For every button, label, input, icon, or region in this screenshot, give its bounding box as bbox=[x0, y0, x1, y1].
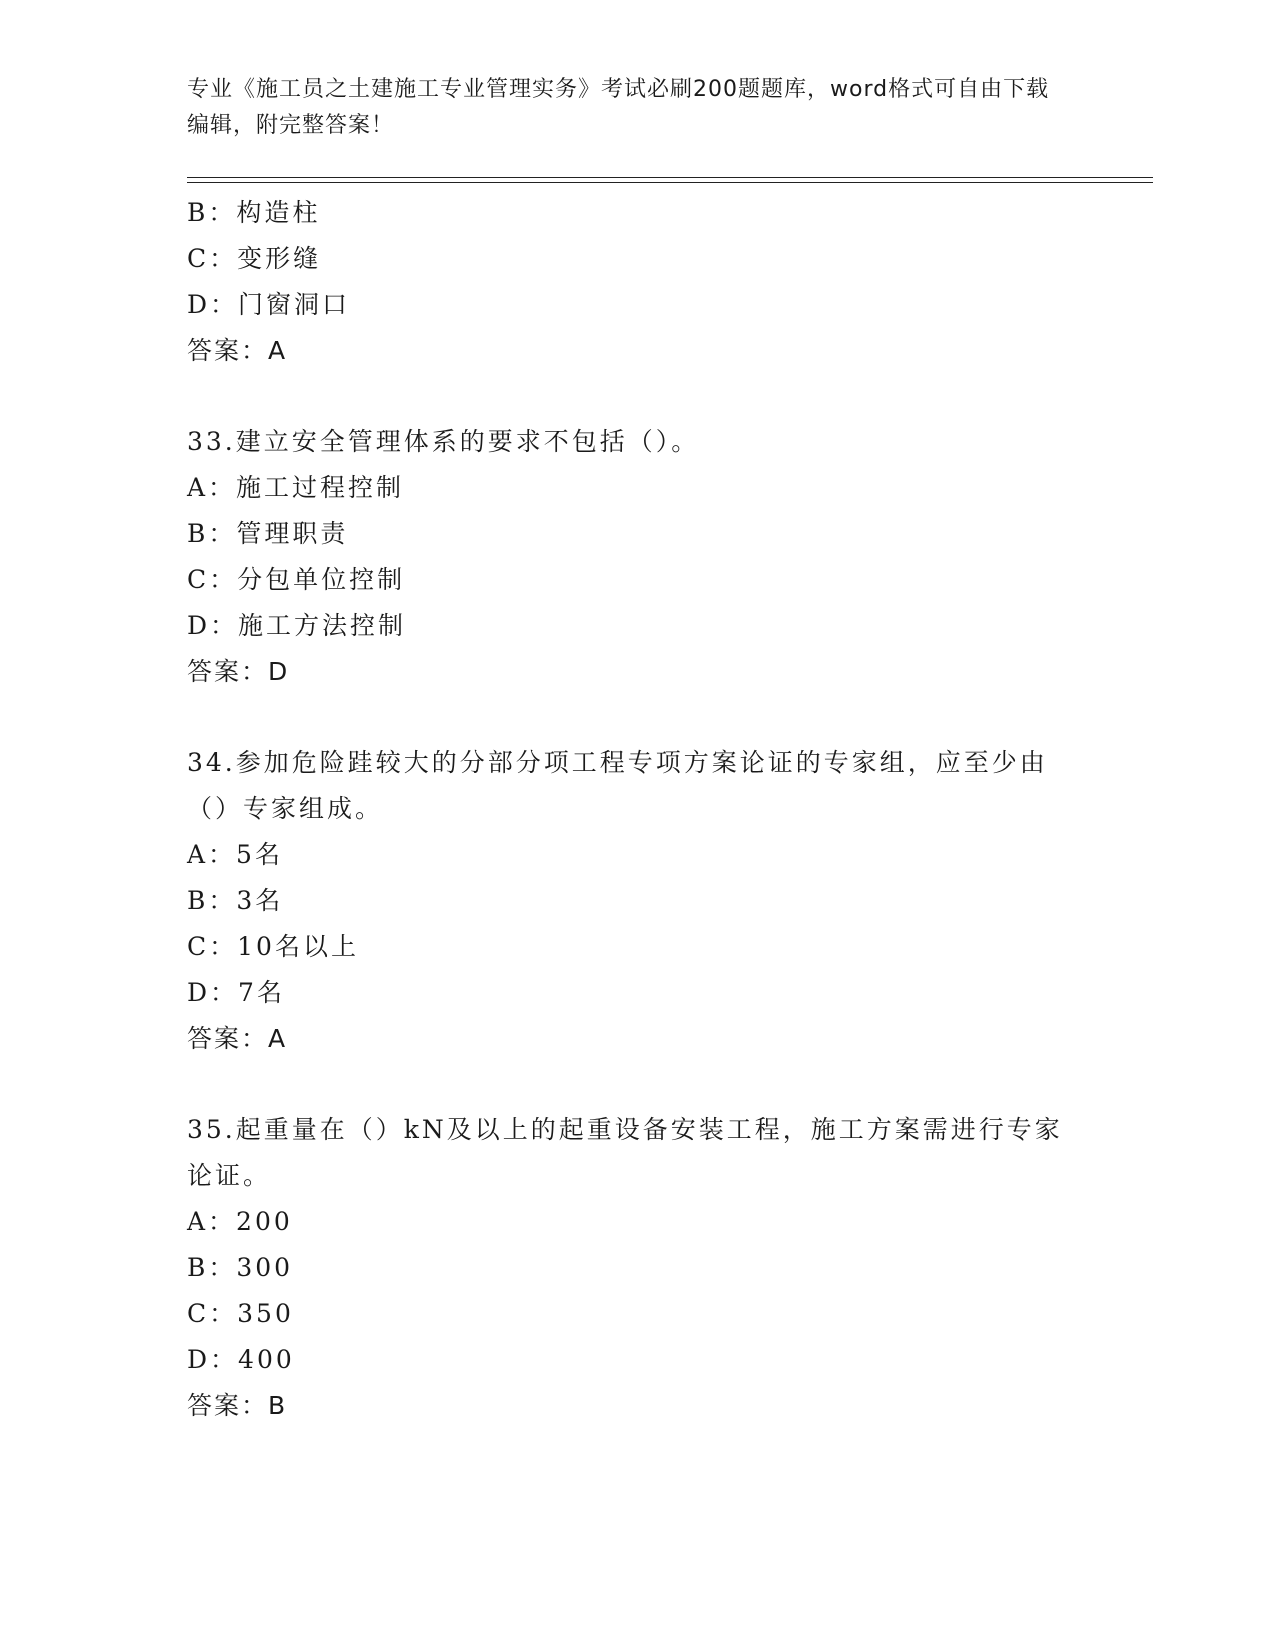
option-d: D：施工方法控制 bbox=[187, 611, 407, 640]
question-35 bbox=[187, 1107, 1087, 1429]
option-b: B：构造柱 bbox=[187, 198, 321, 227]
question-list bbox=[187, 190, 1087, 1429]
option-c: C：分包单位控制 bbox=[187, 565, 406, 594]
spacer bbox=[187, 695, 1087, 740]
question-33 bbox=[187, 419, 1087, 695]
option-c: C：变形缝 bbox=[187, 244, 322, 273]
answer: 答案：A bbox=[187, 336, 288, 365]
question-text: 33.建立安全管理体系的要求不包括（）。 bbox=[187, 427, 700, 456]
answer: 答案：B bbox=[187, 1391, 288, 1420]
question-32 bbox=[187, 190, 1087, 374]
option-a: A：5名 bbox=[187, 840, 283, 869]
spacer bbox=[187, 1062, 1087, 1107]
option-b: B：管理职责 bbox=[187, 519, 349, 548]
header-divider-top bbox=[187, 177, 1153, 178]
option-a: A：施工过程控制 bbox=[187, 473, 405, 502]
question-text: 34.参加危险跬较大的分部分项工程专项方案论证的专家组，应至少由（）专家组成。 bbox=[187, 748, 1048, 823]
document-header: 专业《施工员之土建施工专业管理实务》考试必刷200题题库，word格式可自由下载编辑，附完整答案！ bbox=[187, 77, 1050, 138]
question-34 bbox=[187, 740, 1087, 1062]
spacer bbox=[187, 374, 1087, 419]
option-b: B：300 bbox=[187, 1253, 294, 1282]
answer: 答案：A bbox=[187, 1024, 288, 1053]
option-d: D：门窗洞口 bbox=[187, 290, 351, 319]
option-a: A：200 bbox=[187, 1207, 293, 1236]
question-text: 35.起重量在（）kN及以上的起重设备安装工程，施工方案需进行专家论证。 bbox=[187, 1115, 1063, 1190]
header-divider-bottom bbox=[187, 182, 1153, 183]
option-c: C：10名以上 bbox=[187, 932, 359, 961]
option-c: C：350 bbox=[187, 1299, 294, 1328]
option-d: D：7名 bbox=[187, 978, 285, 1007]
answer: 答案：D bbox=[187, 657, 290, 686]
option-d: D：400 bbox=[187, 1345, 295, 1374]
option-b: B：3名 bbox=[187, 886, 284, 915]
